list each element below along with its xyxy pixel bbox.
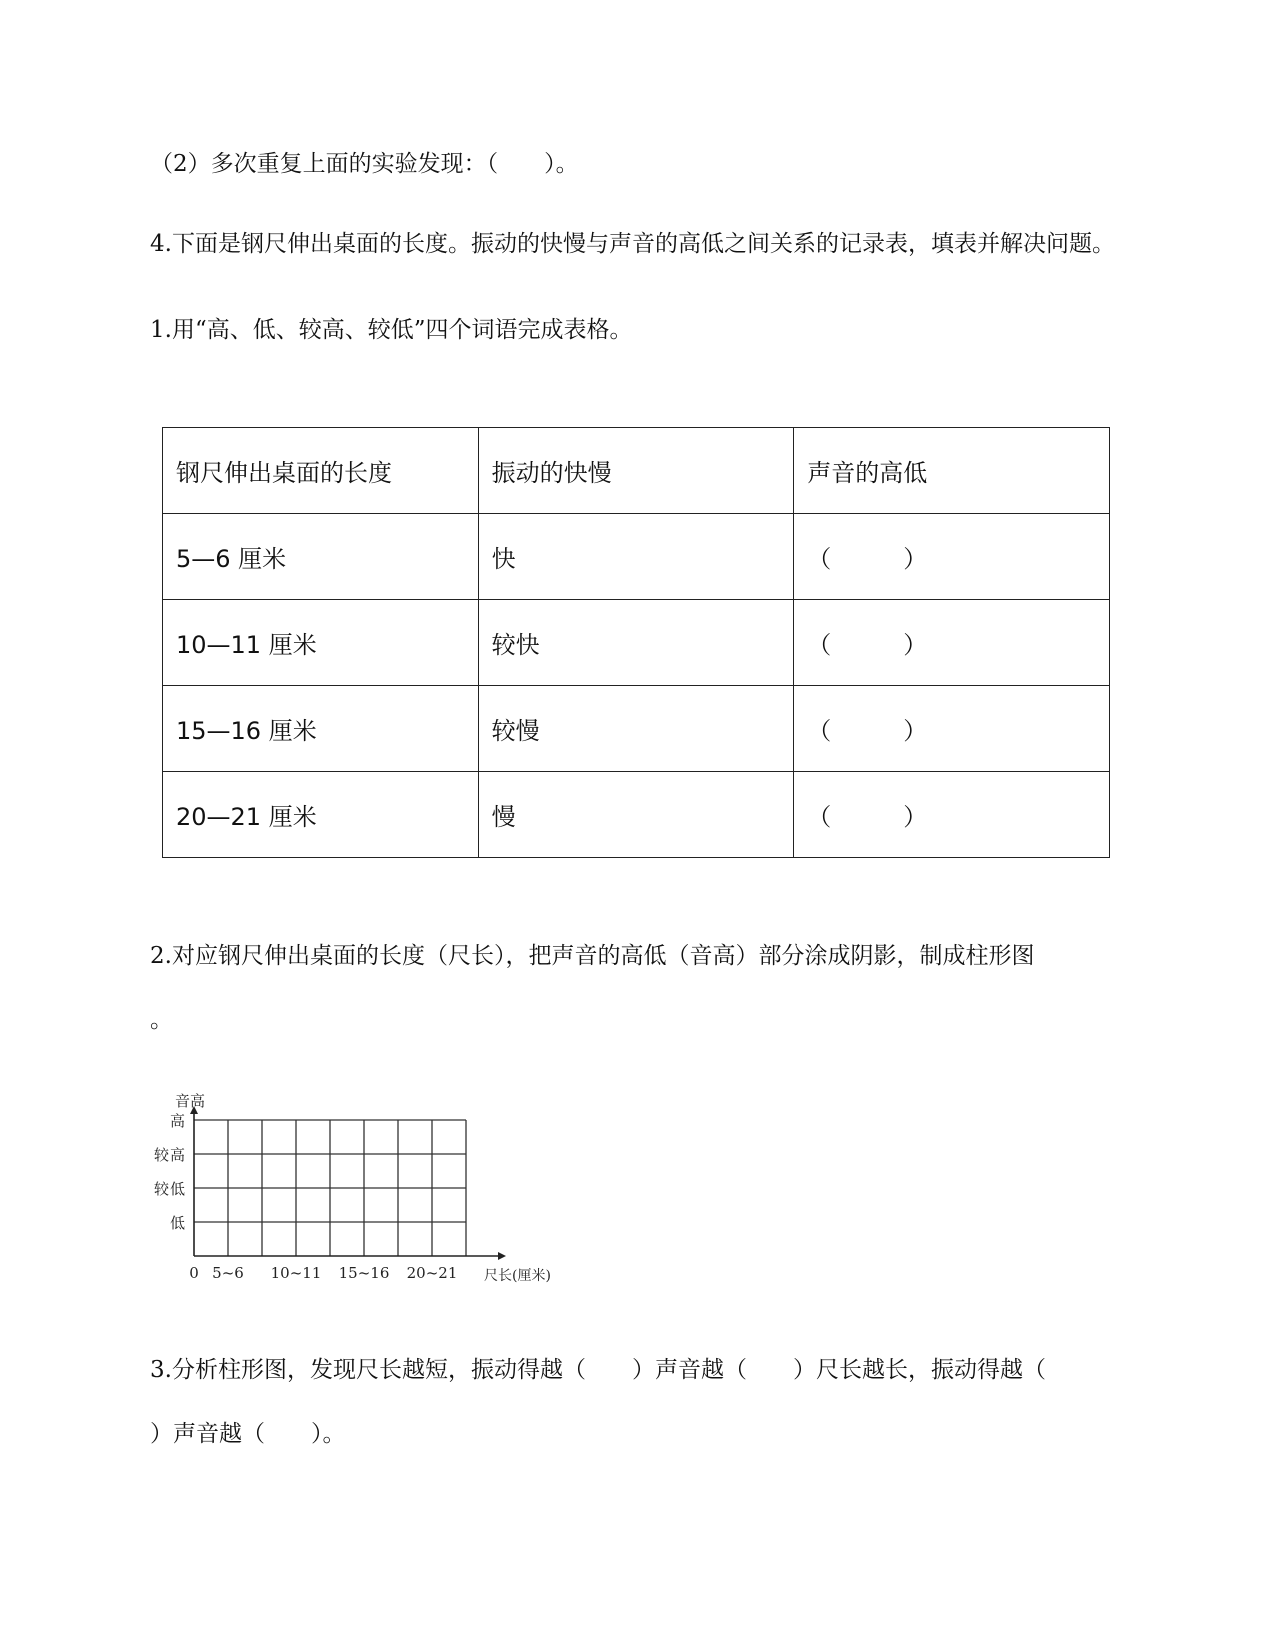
table-cell-speed: 较快 [478, 600, 794, 686]
table-header-length: 钢尺伸出桌面的长度 [163, 428, 479, 514]
x-axis-arrow [498, 1252, 506, 1260]
table-cell-length: 15—16 厘米 [163, 686, 479, 772]
question-4-part3-line2: ）声音越（ ）。 [150, 1421, 346, 1447]
question-3-sub2: （2）多次重复上面的实验发现：（ ）。 [150, 151, 579, 177]
table-header-pitch: 声音的高低 [794, 428, 1110, 514]
question-4-intro: 4.下面是钢尺伸出桌面的长度。振动的快慢与声音的高低之间关系的记录表，填表并解决问题。 [150, 231, 1115, 257]
table-row [163, 600, 1110, 686]
y-tick-label: 高 [169, 1112, 186, 1130]
table-header-speed: 振动的快慢 [478, 428, 794, 514]
table-row [163, 772, 1110, 858]
y-axis-title: 音高 [174, 1092, 206, 1110]
table-cell-length: 5—6 厘米 [163, 514, 479, 600]
pitch-blank[interactable]: （ ） [794, 600, 1110, 686]
x-tick-label: 10~11 [270, 1264, 322, 1282]
x-tick-label: 15~16 [338, 1264, 390, 1282]
x-axis-title: 尺长(厘米) [484, 1268, 551, 1284]
pitch-bar-chart[interactable] [150, 1090, 590, 1290]
table-cell-length: 20—21 厘米 [163, 772, 479, 858]
table-row [163, 686, 1110, 772]
table-cell-speed: 慢 [478, 772, 794, 858]
question-4-part1: 1.用“高、低、较高、较低”四个词语完成表格。 [150, 317, 633, 343]
chart-grid [190, 1106, 506, 1260]
y-tick-label: 较高 [153, 1146, 186, 1164]
y-tick-label: 较低 [153, 1180, 186, 1198]
pitch-blank[interactable]: （ ） [794, 514, 1110, 600]
pitch-blank[interactable]: （ ） [794, 686, 1110, 772]
table-cell-speed: 快 [478, 514, 794, 600]
question-4-part3-line1: 3.分析柱形图，发现尺长越短，振动得越（ ）声音越（ ）尺长越长，振动得越（ [150, 1357, 1046, 1383]
table-row [163, 514, 1110, 600]
x-tick-label: 20~21 [406, 1264, 458, 1282]
x-origin-label: 0 [189, 1264, 199, 1282]
table-cell-length: 10—11 厘米 [163, 600, 479, 686]
table-cell-speed: 较慢 [478, 686, 794, 772]
y-tick-label: 低 [169, 1214, 186, 1232]
table-header-row [163, 428, 1110, 514]
x-tick-label: 5~6 [212, 1264, 244, 1282]
record-table [162, 427, 1110, 858]
question-4-part2-line1: 2.对应钢尺伸出桌面的长度（尺长），把声音的高低（音高）部分涂成阴影，制成柱形图 [150, 943, 1035, 969]
pitch-blank[interactable]: （ ） [794, 772, 1110, 858]
question-4-part2-line2: 。 [150, 1007, 173, 1033]
